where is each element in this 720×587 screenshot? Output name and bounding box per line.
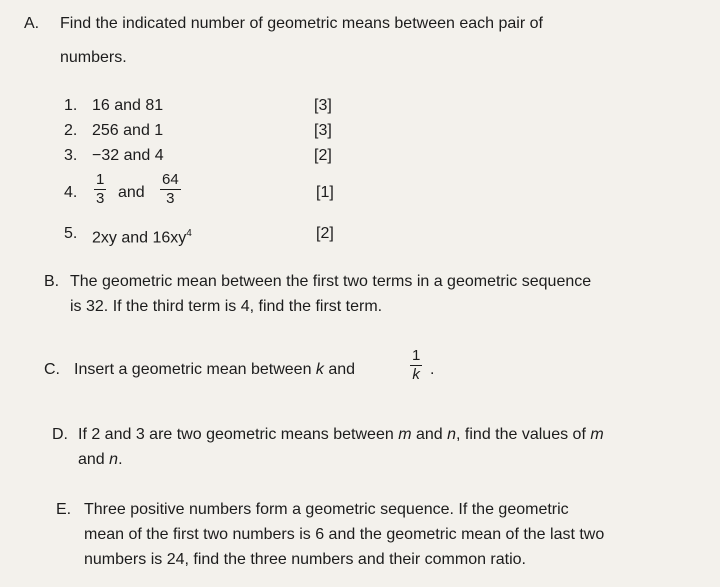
part-b-line2: is 32. If the third term is 4, find the first term. (70, 298, 383, 315)
part-d-line2 (78, 450, 123, 470)
part-d-m: m (398, 426, 412, 443)
item-3-text: −32 and 4 (92, 147, 164, 164)
part-e-line1: Three positive numbers form a geometric sequence. If the geometric (84, 501, 569, 518)
part-c-line (74, 360, 355, 380)
item-5-exponent: 4 (186, 228, 192, 239)
part-d-line2-and: and (78, 451, 105, 468)
part-a-letter: A. (24, 15, 40, 32)
part-a-instruction-line1: Find the indicated number of geometric means between each pair of (60, 15, 543, 32)
part-d-line2-end: . (118, 451, 123, 468)
item-5-number: 5. (64, 225, 78, 242)
part-d-letter: D. (52, 426, 68, 443)
item-4-count: [1] (316, 184, 334, 201)
item-3-number: 3. (64, 147, 78, 164)
item-3-count: [2] (314, 147, 332, 164)
part-d-line1 (78, 425, 604, 445)
part-d-text-b: , find the values of (456, 426, 586, 443)
part-d-n: n (447, 426, 457, 443)
fraction-denominator: 3 (96, 190, 105, 207)
item-2-count: [3] (314, 122, 332, 139)
fraction-numerator: 64 (162, 171, 179, 188)
part-c-text: Insert a geometric mean between (74, 361, 312, 378)
item-1-number: 1. (64, 97, 78, 114)
fraction-numerator: 1 (96, 171, 105, 188)
part-c-end: . (430, 361, 435, 378)
part-b-letter: B. (44, 273, 60, 290)
part-e-line2: mean of the first two numbers is 6 and the geometric mean of the last two (84, 526, 605, 543)
fraction-numerator: 1 (412, 347, 421, 364)
item-4-and: and (118, 184, 145, 201)
item-1-count: [3] (314, 97, 332, 114)
item-4-number: 4. (64, 184, 78, 201)
item-4-fraction-1 (94, 172, 106, 207)
part-d-m2: m (590, 426, 604, 443)
item-5-text (92, 224, 192, 248)
part-c-letter: C. (44, 361, 60, 378)
part-d-and: and (415, 426, 443, 443)
part-d-n2: n (109, 451, 119, 468)
item-5-count: [2] (316, 225, 334, 242)
item-2-text: 256 and 1 (92, 122, 164, 139)
part-a-instruction-line2: numbers. (60, 49, 127, 66)
fraction-denominator: 3 (166, 190, 175, 207)
part-c-and: and (328, 361, 356, 378)
part-e-line3: numbers is 24, find the three numbers and their common ratio. (84, 551, 526, 568)
part-e-letter: E. (56, 501, 72, 518)
item-5-base: 2xy and 16xy (92, 229, 187, 247)
part-b-line1: The geometric mean between the first two terms in a geometric sequence (70, 273, 592, 290)
part-c-fraction (410, 348, 422, 383)
item-4-fraction-2 (160, 172, 181, 207)
part-c-var: k (315, 361, 324, 378)
item-2-number: 2. (64, 122, 78, 139)
fraction-denominator: k (412, 366, 420, 383)
item-1-text: 16 and 81 (92, 97, 164, 114)
part-d-text-a: If 2 and 3 are two geometric means between (78, 426, 394, 443)
